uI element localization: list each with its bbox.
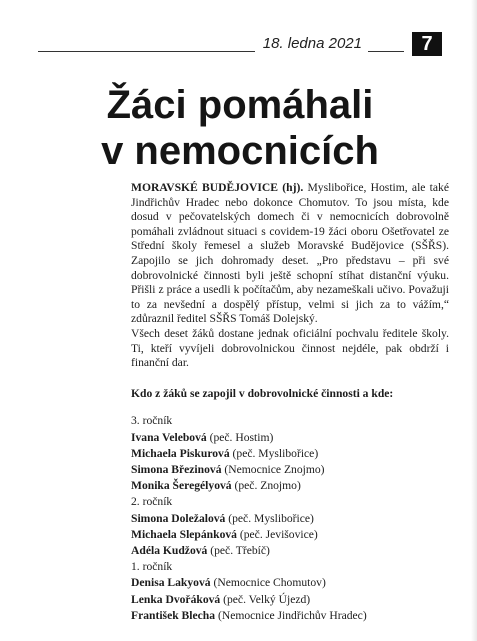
article-paragraph-2: Všech deset žáků dostane jednak oficiální pochvalu ředitele školy. Ti, kteří vyvíjeli dobrovolnickou činnost nejdéle, pak obdrží i finanční dar. xyxy=(131,326,449,370)
student-list-heading: Kdo z žáků se zapojil v dobrovolnické činnosti a kde: xyxy=(131,386,394,400)
list-item xyxy=(131,575,449,591)
article-body xyxy=(131,181,449,624)
student-place: (peč. Znojmo) xyxy=(231,479,301,493)
student-place: (Nemocnice Jindřichův Hradec) xyxy=(215,608,367,622)
student-name: Michaela Slepánková xyxy=(131,527,237,541)
student-name: Simona Březinová xyxy=(131,462,222,476)
list-item xyxy=(131,446,449,462)
list-item xyxy=(131,608,449,624)
headline-line-1: Žáci pomáhali xyxy=(106,83,374,127)
student-place: (Nemocnice Znojmo) xyxy=(221,462,325,476)
list-item xyxy=(131,592,449,608)
grade-label-1: 1. ročník xyxy=(131,560,173,574)
article-headline xyxy=(38,82,442,174)
list-item xyxy=(131,511,449,527)
article-paragraph-1 xyxy=(131,181,449,327)
student-place: (peč. Třebíč) xyxy=(207,543,270,557)
student-name: Simona Doležalová xyxy=(131,511,226,525)
student-name: František Blecha xyxy=(131,608,216,622)
student-name: Denisa Lakyová xyxy=(131,576,211,590)
student-name: Michaela Piskurová xyxy=(131,446,230,460)
paragraph-1-text: Myslibořice, Hostim, ale také Jindřichův Hradec nebo dokonce Chomutov. To jsou místa, kde dosud v pečovatelských domech či v nemocnicích dobrovolně pomáhali zvládnout situaci s covidem-19 žáci oboru Ošetřovatel ze Střední školy řemesel a služeb Moravské Budějovice (SŠŘS). Zapojilo se jich dohromady deset. „Pro představu – při své dobrovolnické činnosti byli ještě schopní stíhat distanční výuku. Přišli z práce a usedli k počítačům, aby nezameškali učivo. Považuji to za nevšední a dospělý přístup, velmi si jich za to vážím,“ zdůraznil ředitel SŠŘS Tomáš Dolejský. xyxy=(131,181,449,326)
list-item xyxy=(131,462,449,478)
student-list xyxy=(131,413,449,624)
student-name: Monika Šeregélyová xyxy=(131,479,232,493)
student-place: (peč. Myslibořice) xyxy=(229,446,319,460)
page-header xyxy=(38,34,442,56)
student-name: Adéla Kudžová xyxy=(131,543,208,557)
student-name: Lenka Dvořáková xyxy=(131,592,221,606)
student-place: (peč. Jevišovice) xyxy=(236,527,318,541)
student-place: (Nemocnice Chomutov) xyxy=(210,576,326,590)
article-dateline: MORAVSKÉ BUDĚJOVICE (hj). xyxy=(131,181,304,194)
list-item xyxy=(131,478,449,494)
publication-date: 18. ledna 2021 xyxy=(255,34,368,54)
student-place: (peč. Myslibořice) xyxy=(225,511,314,525)
student-place: (peč. Hostim) xyxy=(206,430,274,444)
page-number: 7 xyxy=(412,32,442,56)
student-name: Ivana Velebová xyxy=(131,430,207,444)
page-edge-shadow xyxy=(471,0,477,641)
student-place: (peč. Velký Újezd) xyxy=(220,592,311,606)
list-item xyxy=(131,527,449,543)
headline-line-2: v nemocnicích xyxy=(101,129,379,173)
list-item xyxy=(131,543,449,559)
grade-label-3: 3. ročník xyxy=(131,414,173,428)
list-item xyxy=(131,430,449,446)
grade-label-2: 2. ročník xyxy=(131,495,173,509)
